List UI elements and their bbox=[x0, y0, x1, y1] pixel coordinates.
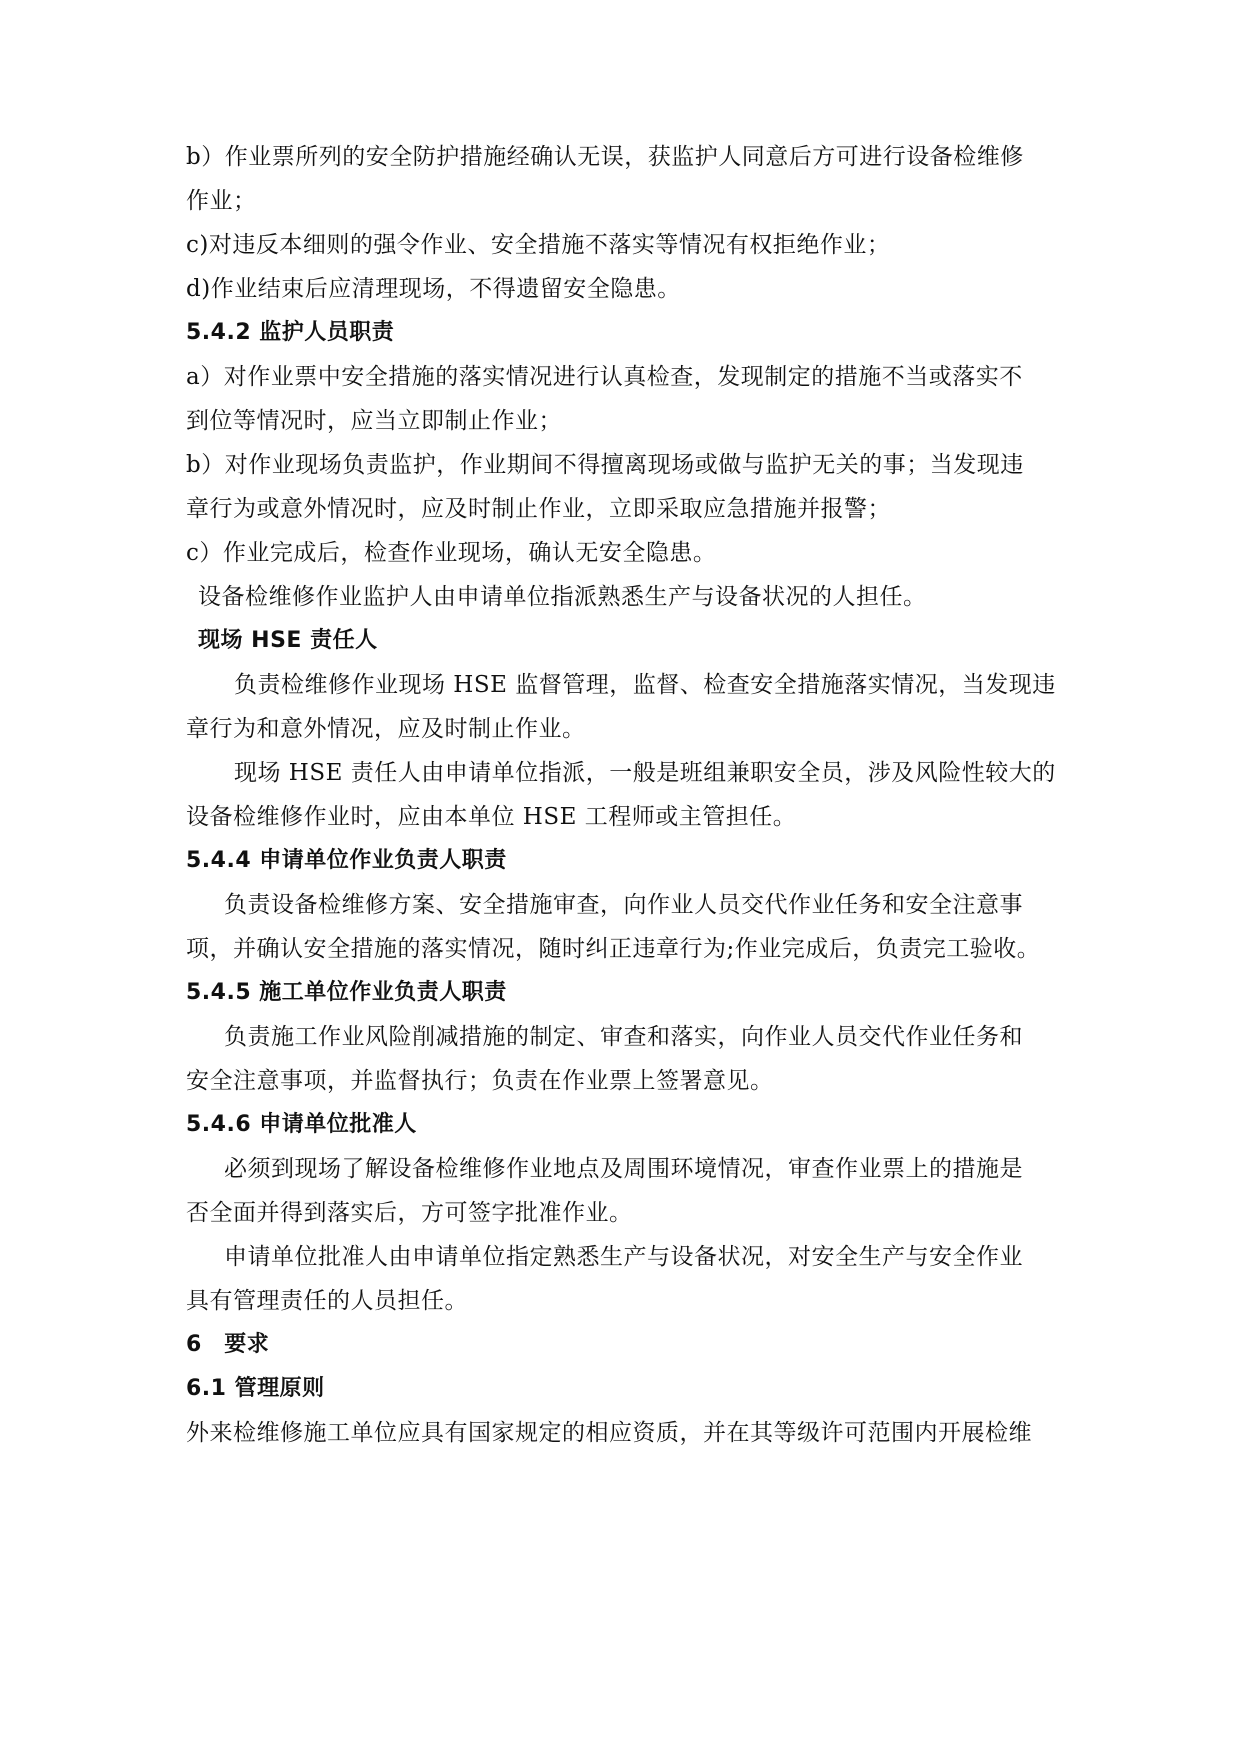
paragraph: 设备检维修作业监护人由申请单位指派熟悉生产与设备状况的人担任。 bbox=[198, 584, 927, 610]
list-item-d: d)作业结束后应清理现场，不得遗留安全隐患。 bbox=[186, 276, 681, 302]
section-heading-hse: 现场 HSE 责任人 bbox=[198, 628, 378, 653]
list-item-c: c)对违反本细则的强令作业、安全措施不落实等情况有权拒绝作业； bbox=[186, 232, 891, 258]
paragraph-cont: 章行为和意外情况，应及时制止作业。 bbox=[186, 716, 586, 742]
section-heading-6: 6 要求 bbox=[186, 1332, 270, 1357]
section-heading-5-4-2: 5.4.2 监护人员职责 bbox=[186, 320, 395, 345]
list-item-a-cont: 到位等情况时，应当立即制止作业； bbox=[186, 408, 562, 434]
paragraph-cont: 具有管理责任的人员担任。 bbox=[186, 1288, 468, 1314]
paragraph-cont: 设备检维修作业时，应由本单位 HSE 工程师或主管担任。 bbox=[186, 804, 797, 830]
paragraph: 外来检维修施工单位应具有国家规定的相应资质，并在其等级许可范围内开展检维 bbox=[186, 1420, 1032, 1446]
paragraph: 必须到现场了解设备检维修作业地点及周围环境情况，审查作业票上的措施是 bbox=[224, 1156, 1023, 1182]
paragraph: 申请单位批准人由申请单位指定熟悉生产与设备状况，对安全生产与安全作业 bbox=[224, 1244, 1023, 1270]
paragraph: 负责设备检维修方案、安全措施审查，向作业人员交代作业任务和安全注意事 bbox=[224, 892, 1023, 918]
list-item-b-cont: 章行为或意外情况时，应及时制止作业，立即采取应急措施并报警； bbox=[186, 496, 891, 522]
list-item-b-cont: 作业； bbox=[186, 188, 257, 214]
section-heading-5-4-5: 5.4.5 施工单位作业负责人职责 bbox=[186, 980, 507, 1005]
paragraph: 现场 HSE 责任人由申请单位指派，一般是班组兼职安全员，涉及风险性较大的 bbox=[234, 760, 1056, 786]
paragraph-cont: 否全面并得到落实后，方可签字批准作业。 bbox=[186, 1200, 633, 1226]
list-item-c: c）作业完成后，检查作业现场，确认无安全隐患。 bbox=[186, 540, 717, 566]
list-item-a: a）对作业票中安全措施的落实情况进行认真检查，发现制定的措施不当或落实不 bbox=[186, 364, 1023, 390]
paragraph-cont: 项，并确认安全措施的落实情况，随时纠正违章行为;作业完成后，负责完工验收。 bbox=[186, 936, 1041, 962]
section-heading-6-1: 6.1 管理原则 bbox=[186, 1376, 325, 1401]
section-heading-5-4-6: 5.4.6 申请单位批准人 bbox=[186, 1112, 417, 1137]
paragraph-cont: 安全注意事项，并监督执行；负责在作业票上签署意见。 bbox=[186, 1068, 774, 1094]
section-heading-5-4-4: 5.4.4 申请单位作业负责人职责 bbox=[186, 848, 507, 873]
paragraph: 负责施工作业风险削减措施的制定、审查和落实，向作业人员交代作业任务和 bbox=[224, 1024, 1023, 1050]
list-item-b: b）作业票所列的安全防护措施经确认无误，获监护人同意后方可进行设备检维修 bbox=[186, 144, 1024, 170]
list-item-b: b）对作业现场负责监护，作业期间不得擅离现场或做与监护无关的事；当发现违 bbox=[186, 452, 1024, 478]
paragraph: 负责检维修作业现场 HSE 监督管理，监督、检查安全措施落实情况，当发现违 bbox=[234, 672, 1056, 698]
